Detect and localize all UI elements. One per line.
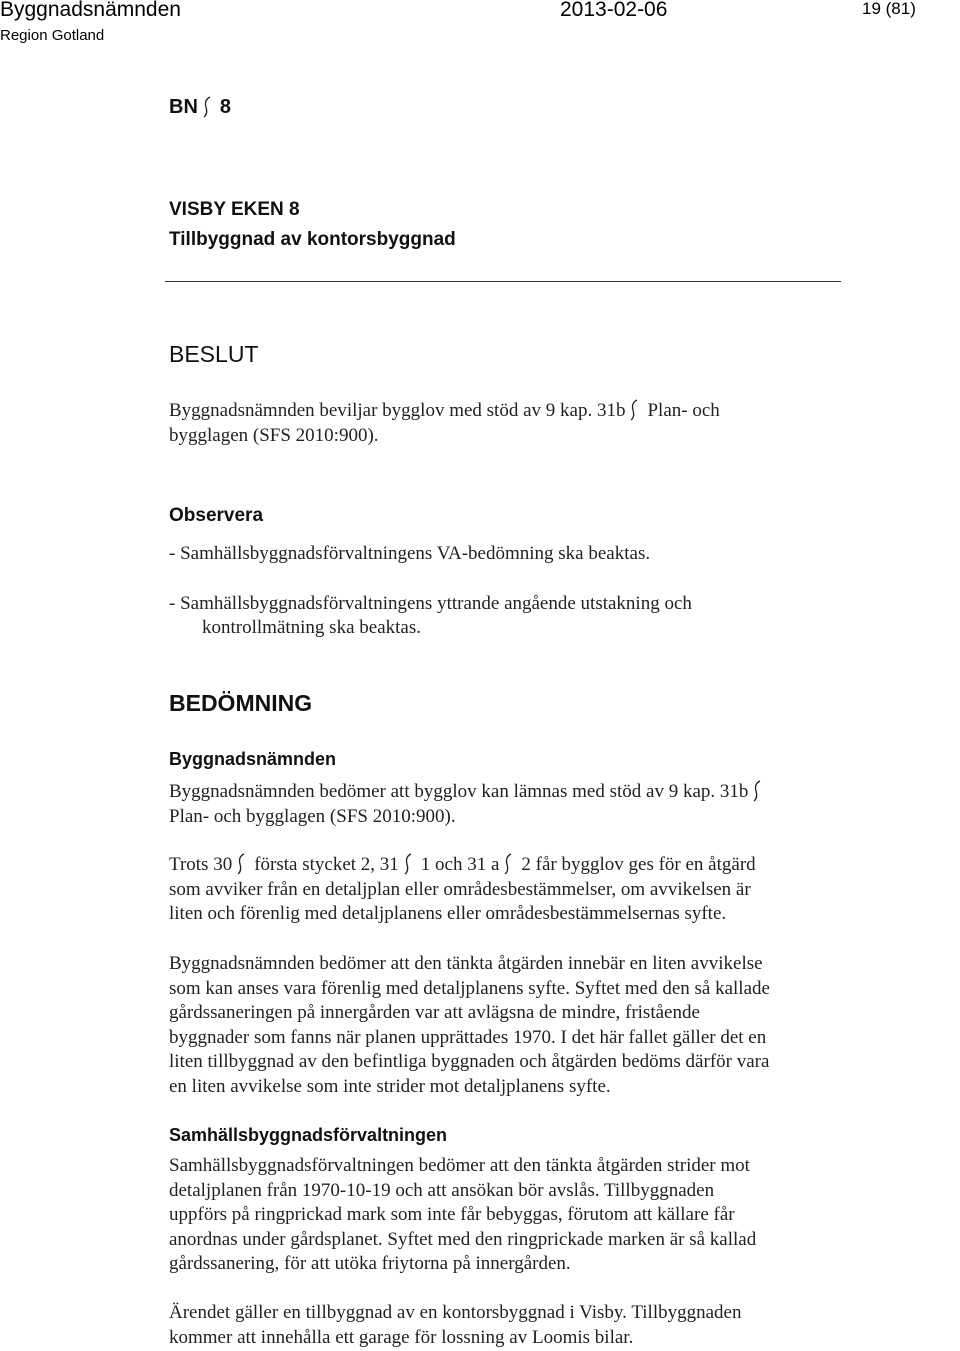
paragraph-line: Plan- och bygglagen (SFS 2010:900). — [169, 805, 456, 827]
paragraph-line: liten och förenlig med detaljplanens eller områdesbestämmelsernas syfte. — [169, 903, 727, 924]
section-sign-icon — [202, 96, 214, 118]
property-designation: VISBY EKEN 8 — [169, 199, 300, 220]
header-divider — [165, 281, 841, 282]
case-number-value: 8 — [219, 96, 232, 118]
paragraph-line: liten tillbyggnad av den befintliga byggnaden och åtgärden bedöms därför vara — [169, 1051, 770, 1072]
paragraph-line: kommer att innehålla ett garage för lossning av Loomis bilar. — [169, 1326, 634, 1348]
project-title: Tillbyggnad av kontorsbyggnad — [169, 229, 456, 250]
paragraph-line: anordnas under gårdsplanet. Syftet med den ringprickade marken är så kallad — [169, 1228, 757, 1250]
section-sign-icon — [403, 853, 415, 875]
case-number — [169, 96, 231, 119]
paragraph-line: uppförs på ringprickad mark som inte får bebyggas, förutom att källare får — [169, 1204, 735, 1225]
observera-item-2: - Samhällsbyggnadsförvaltningens yttrande angående utstakning och — [169, 593, 692, 614]
section-sign-icon — [752, 780, 764, 802]
bedomning-heading: BEDÖMNING — [169, 690, 313, 716]
paragraph-line: detaljplanen från 1970-10-19 och att ansökan bör avslås. Tillbyggnaden — [169, 1179, 715, 1201]
paragraph-line: Trots 30 första stycket 2, 31 1 och 31 a 2 får bygglov ges för en åtgärd — [169, 854, 756, 875]
paragraph-line: Byggnadsnämnden bedömer att den tänkta åtgärden innebär en liten avvikelse — [169, 953, 763, 974]
header-department: Byggnadsnämnden — [0, 0, 181, 21]
observera-item-2-continued: kontrollmätning ska beaktas. — [202, 617, 421, 638]
header-date: 2013-02-06 — [560, 0, 668, 21]
beslut-text — [169, 399, 720, 448]
beslut-heading: BESLUT — [169, 341, 259, 367]
observera-heading: Observera — [169, 505, 264, 526]
bedomning-paragraph-3 — [169, 952, 770, 1099]
paragraph-line: som avviker från en detaljplan eller områdesbestämmelser, om avvikelsen är — [169, 878, 751, 900]
arendet-paragraph — [169, 1301, 741, 1350]
header-organization: Region Gotland — [0, 27, 105, 44]
paragraph-line: Samhällsbyggnadsförvaltningen bedömer att den tänkta åtgärden strider mot — [169, 1155, 750, 1176]
bedomning-paragraph-1 — [169, 780, 770, 829]
beslut-line-2: bygglagen (SFS 2010:900). — [169, 424, 379, 446]
paragraph-line: Byggnadsnämnden bedömer att bygglov kan lämnas med stöd av 9 kap. 31b — [169, 780, 770, 805]
paragraph-line: som kan anses vara förenlig med detaljplanens syfte. Syftet med den så kallade — [169, 977, 770, 999]
bedomning-paragraph-2 — [169, 853, 756, 927]
observera-item-1: - Samhällsbyggnadsförvaltningens VA-bedömning ska beaktas. — [169, 543, 651, 564]
beslut-line-1: Byggnadsnämnden beviljar bygglov med stöd av 9 kap. 31b Plan- och — [169, 400, 720, 421]
paragraph-line: gårdssanering, för att utöka friytorna på innergården. — [169, 1253, 571, 1274]
case-number-prefix: BN — [169, 96, 198, 118]
section-sign-icon — [629, 399, 641, 421]
paragraph-line: byggnader som fanns när planen upprättades 1970. I det här fallet gäller det en — [169, 1026, 767, 1048]
samhallsbyggnad-paragraph — [169, 1154, 756, 1277]
paragraph-line: en liten avvikelse som inte strider mot detaljplanens syfte. — [169, 1075, 611, 1097]
paragraph-line: Ärendet gäller en tillbyggnad av en kontorsbyggnad i Visby. Tillbyggnaden — [169, 1302, 742, 1323]
section-sign-icon — [236, 853, 248, 875]
samhallsbyggnad-subheading: Samhällsbyggnadsförvaltningen — [169, 1125, 448, 1145]
section-sign-icon — [503, 853, 515, 875]
header-page-number: 19 (81) — [862, 0, 916, 18]
byggnadsnamnden-subheading: Byggnadsnämnden — [169, 749, 337, 769]
paragraph-line: gårdssaneringen på innergården var att avlägsna de mindre, fristående — [169, 1002, 700, 1023]
